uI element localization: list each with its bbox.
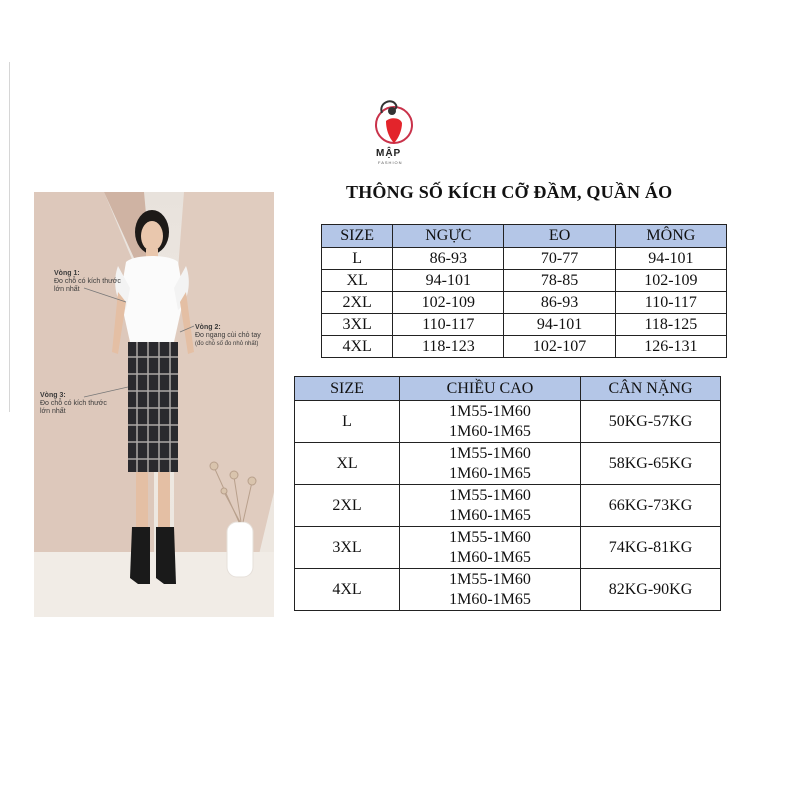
table-row: L 1M55-1M60 1M60-1M65 50KG-57KG [295, 401, 721, 443]
table-row: 4XL 118-123 102-107 126-131 [322, 336, 727, 358]
height-weight-table [294, 376, 721, 611]
header-waist: EO [504, 225, 615, 248]
annotation-hip: Vòng 3: Đo chỗ có kích thước lớn nhất [40, 392, 107, 415]
brand-name: MẬP [376, 148, 402, 159]
table-row: XL 1M55-1M60 1M60-1M65 58KG-65KG [295, 443, 721, 485]
table-row: L 86-93 70-77 94-101 [322, 248, 727, 270]
table-row: XL 94-101 78-85 102-109 [322, 270, 727, 292]
table-row: 2XL 1M55-1M60 1M60-1M65 66KG-73KG [295, 485, 721, 527]
table-header-row [295, 377, 721, 401]
table-row: 3XL 1M55-1M60 1M60-1M65 74KG-81KG [295, 527, 721, 569]
header-hip: MÔNG [615, 225, 726, 248]
table-header-row [322, 225, 727, 248]
table-row: 4XL 1M55-1M60 1M60-1M65 82KG-90KG [295, 569, 721, 611]
model-photo [34, 192, 274, 617]
header-height: CHIỀU CAO [400, 377, 581, 401]
header-weight: CÂN NẶNG [581, 377, 721, 401]
brand-tagline: FASHION [378, 160, 403, 165]
table-row: 2XL 102-109 86-93 110-117 [322, 292, 727, 314]
measurements-table [321, 224, 727, 358]
header-size: SIZE [322, 225, 393, 248]
table-row: 3XL 110-117 94-101 118-125 [322, 314, 727, 336]
annotation-waist: Vòng 2: Đo ngang cùi chỏ tay (đo chỗ số đo nhỏ nhất) [195, 324, 261, 347]
annotation-bust: Vòng 1: Đo chỗ có kích thước lớn nhất [54, 270, 121, 293]
header-size: SIZE [295, 377, 400, 401]
header-bust: NGỰC [393, 225, 504, 248]
page-title: THÔNG SỐ KÍCH CỠ ĐẦM, QUẦN ÁO [346, 182, 673, 202]
divider-line [9, 62, 10, 412]
